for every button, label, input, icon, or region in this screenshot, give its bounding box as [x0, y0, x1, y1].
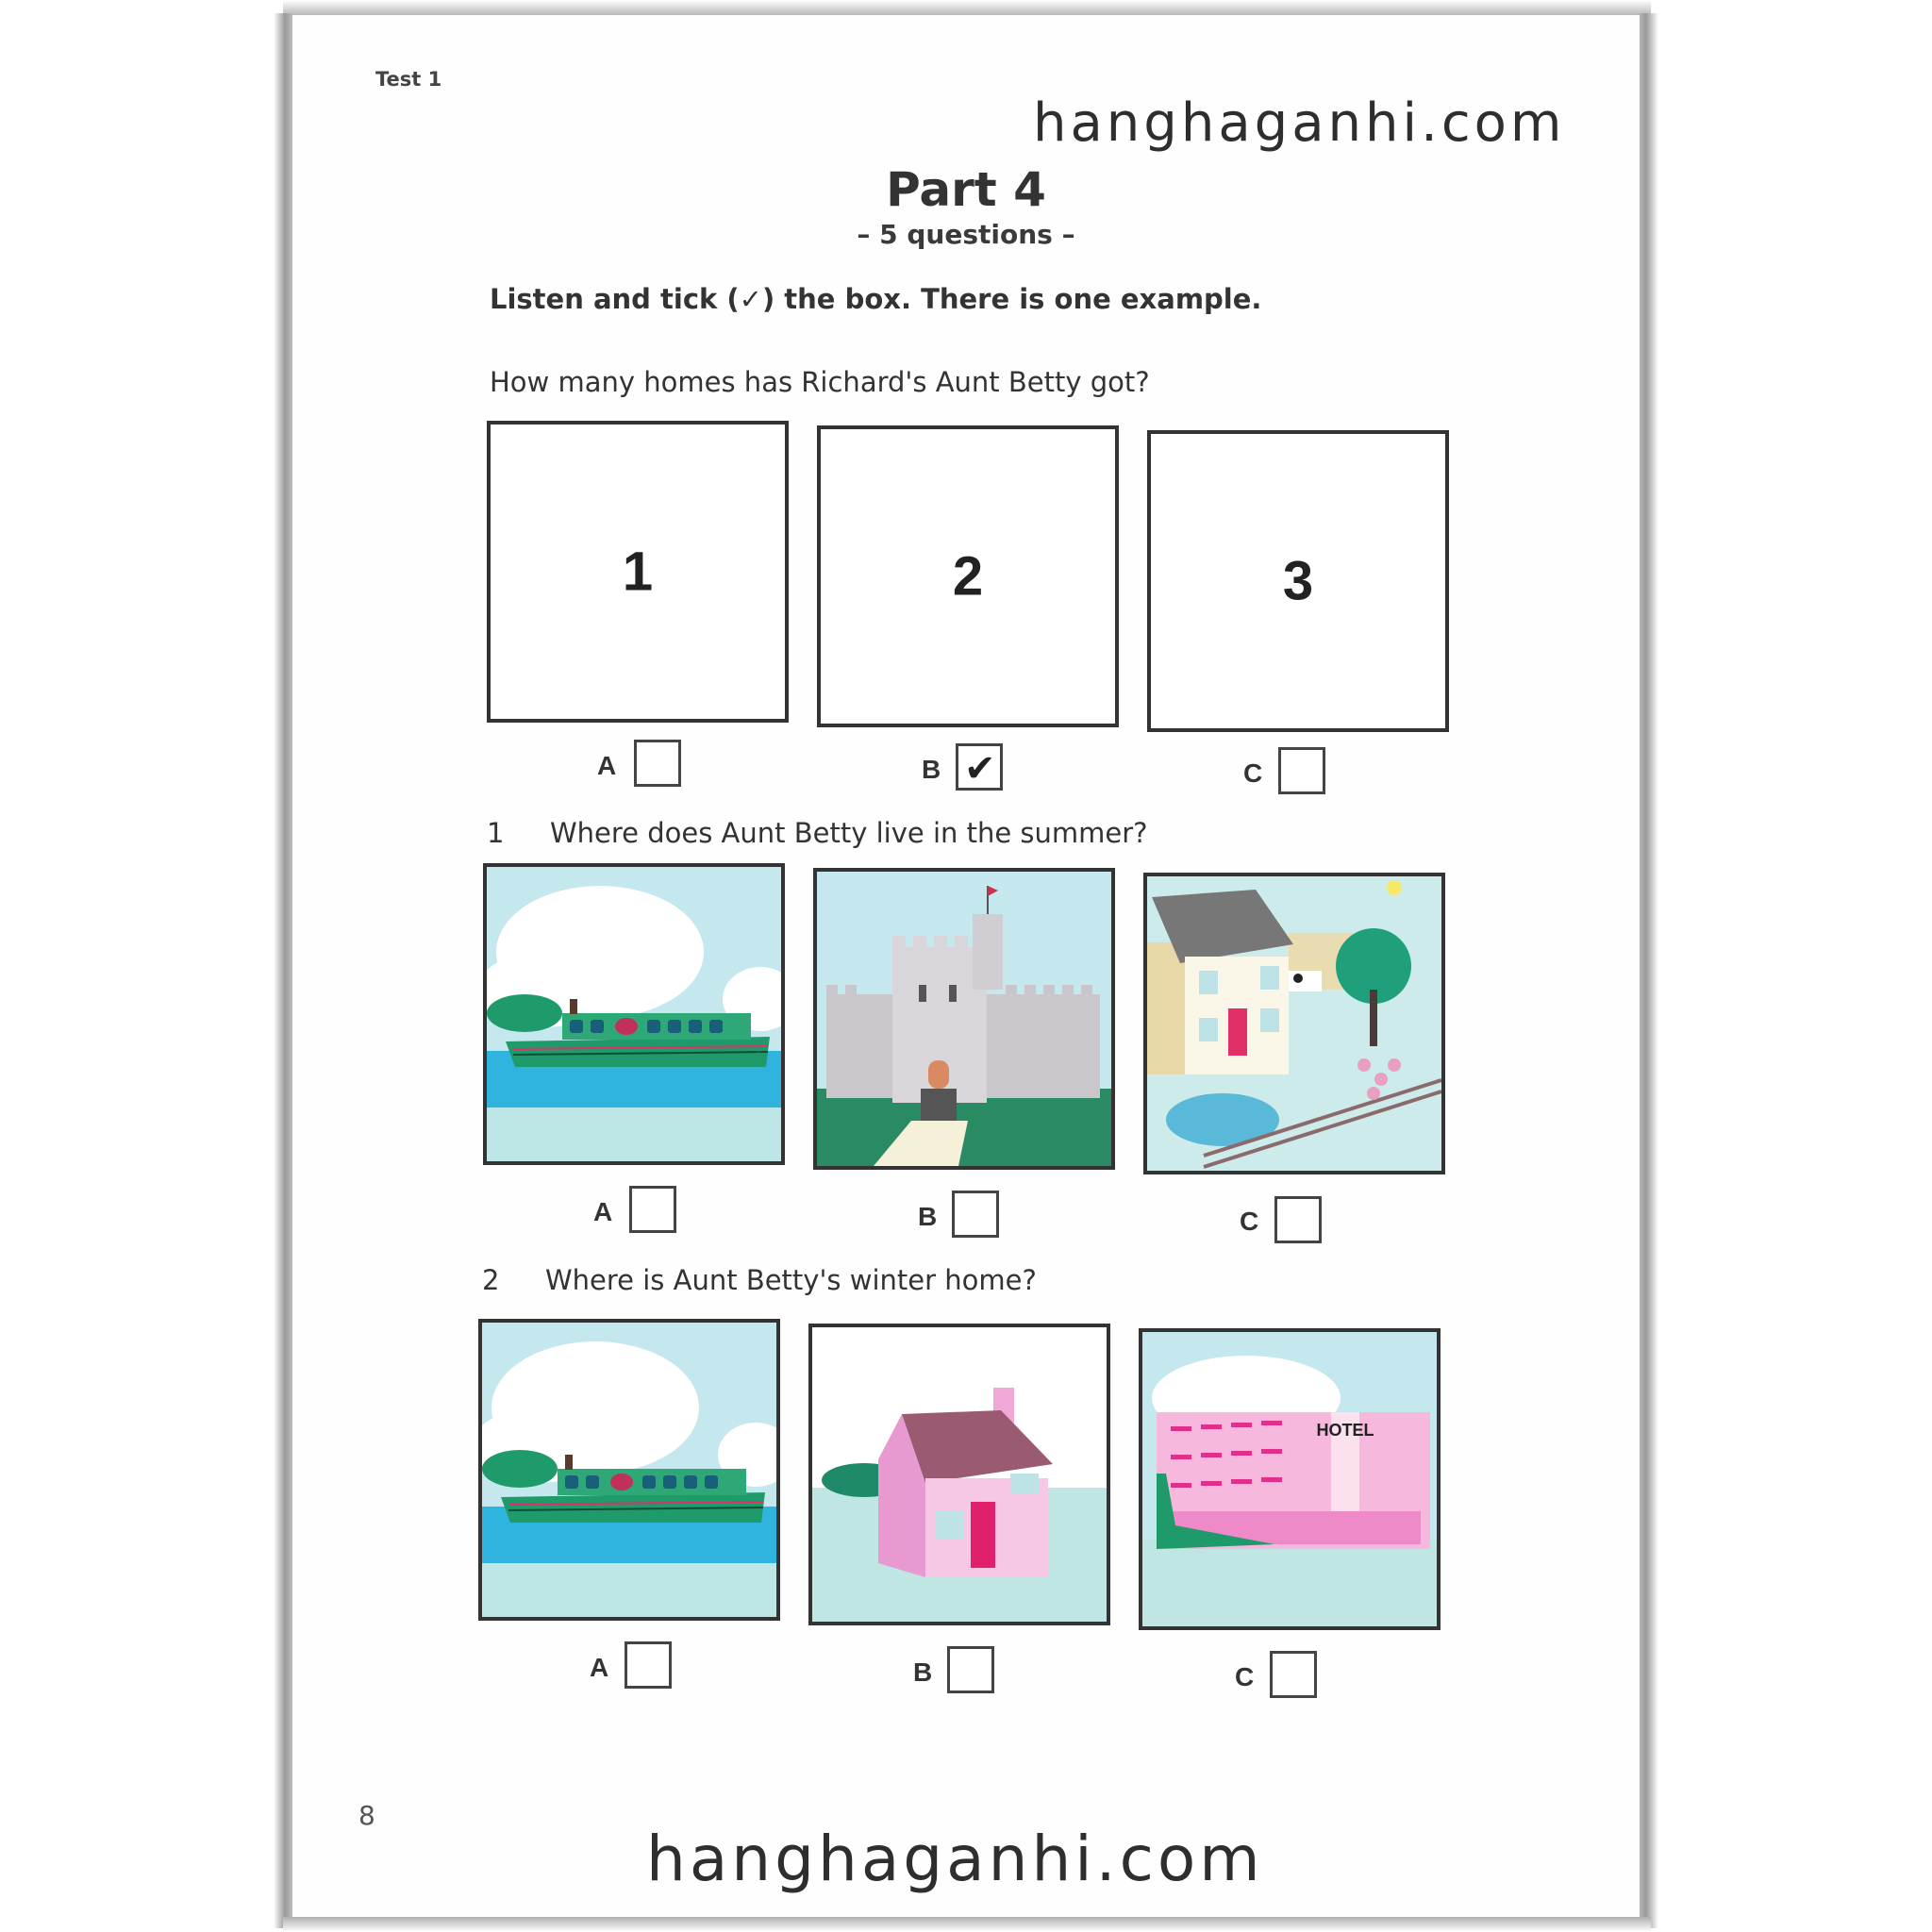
example-option-a-picture	[487, 421, 789, 723]
example-question: How many homes has Richard's Aunt Betty got?	[490, 366, 1150, 398]
pink-cottage-illustration	[812, 1327, 1107, 1622]
part-title: Part 4	[886, 162, 1046, 217]
question-1-option-c-checkbox[interactable]	[1274, 1196, 1322, 1243]
castle-illustration	[817, 872, 1111, 1166]
number-two: 2	[952, 545, 984, 608]
question-2-option-c-checkbox[interactable]	[1270, 1651, 1317, 1698]
example-option-a-checkbox[interactable]	[634, 740, 681, 787]
question-2-option-a-checkbox[interactable]	[625, 1641, 672, 1689]
question-2-text: Where is Aunt Betty's winter home?	[545, 1264, 1037, 1296]
example-option-a-label: A	[597, 751, 617, 780]
question-2-option-a-picture	[478, 1319, 780, 1621]
example-option-c-checkbox[interactable]	[1278, 747, 1325, 794]
farm-illustration	[1147, 876, 1441, 1171]
example-option-b-checkbox[interactable]	[956, 743, 1003, 791]
question-2-number: 2	[482, 1264, 500, 1296]
question-2-option-b-label: B	[913, 1657, 933, 1687]
page-shadow-right	[1638, 13, 1658, 1928]
question-1-option-c-picture	[1143, 873, 1445, 1174]
number-three: 3	[1282, 550, 1314, 612]
watermark-bottom: hanghaganhi.com	[646, 1823, 1264, 1895]
watermark-top: hanghaganhi.com	[1033, 92, 1566, 154]
instruction-text: Listen and tick (✓) the box. There is one example.	[490, 283, 1262, 315]
question-1-option-a-label: A	[593, 1197, 613, 1226]
question-1-option-b-picture	[813, 868, 1115, 1170]
question-2-option-a-label: A	[590, 1653, 609, 1682]
question-1-text: Where does Aunt Betty live in the summer?	[550, 817, 1148, 849]
page-shadow-left	[274, 13, 292, 1928]
question-1-number: 1	[487, 817, 505, 849]
example-option-c-label: C	[1243, 758, 1263, 788]
page-number: 8	[358, 1800, 375, 1831]
canal-boat-illustration	[482, 1323, 776, 1617]
example-option-b-label: B	[922, 755, 941, 784]
test-label: Test 1	[375, 68, 442, 91]
number-one: 1	[622, 541, 654, 603]
question-2-option-c-label: C	[1235, 1662, 1255, 1691]
question-2-option-b-picture	[808, 1324, 1110, 1625]
page-shadow-bottom	[283, 1917, 1651, 1932]
checkmark-icon: ✔	[964, 747, 996, 791]
part-subtitle: – 5 questions –	[857, 219, 1075, 250]
question-1-option-a-picture	[483, 863, 785, 1165]
question-2-option-b-checkbox[interactable]	[947, 1646, 994, 1693]
question-1-option-c-label: C	[1240, 1207, 1259, 1236]
question-1-option-a-checkbox[interactable]	[629, 1186, 676, 1233]
question-1-option-b-label: B	[918, 1202, 938, 1231]
hotel-sign: HOTEL	[1316, 1421, 1374, 1440]
example-option-b-picture	[817, 425, 1119, 727]
question-1-option-b-checkbox[interactable]	[952, 1191, 999, 1238]
example-option-c-picture	[1147, 430, 1449, 732]
question-2-option-c-picture	[1139, 1328, 1441, 1630]
hotel-illustration	[1142, 1332, 1437, 1626]
canal-boat-illustration	[487, 867, 781, 1161]
